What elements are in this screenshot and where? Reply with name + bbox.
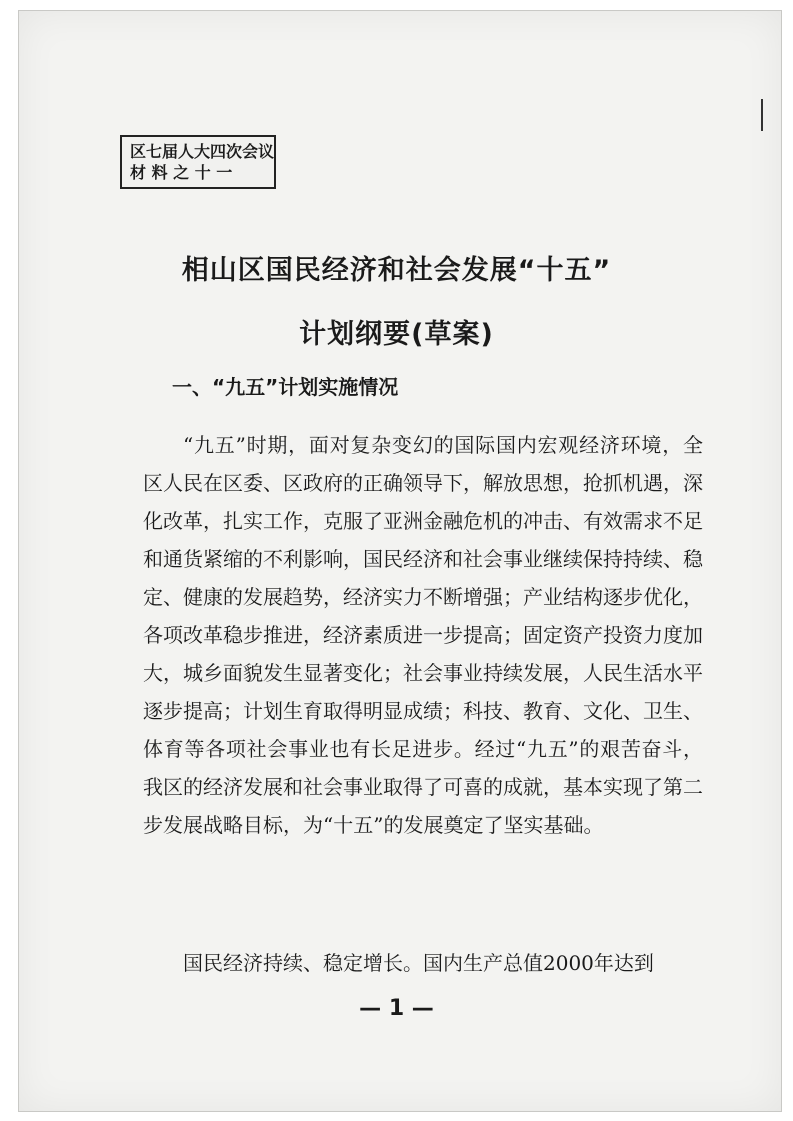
meeting-label-line2: 材 料 之 十 一 [130, 163, 233, 182]
document-title-line1: 相山区国民经济和社会发展“十五” [181, 255, 612, 286]
section-heading: 一、“九五”计划实施情况 [172, 375, 399, 399]
body-paragraph-1: “九五”时期，面对复杂变幻的国际国内宏观经济环境，全区人民在区委、区政府的正确领导下，解放思想，抢抓机遇，深化改革，扎实工作，克服了亚洲金融危机的冲击、有效需求不足和通货紧缩的不利影响，国民经济和社会事业继续保持持续、稳定、健康的发展趋势，经济实力不断增强；产业结构逐步优化，各项改革稳步推进，经济素质进一步提高；固定资产投资力度加大，城乡面貌发生显著变化；社会事业持续发展，人民生活水平逐步提高；计划生育取得明显成绩；科技、教育、文化、卫生、体育等各项社会事业也有长足进步。经过“九五”的艰苦奋斗，我区的经济发展和社会事业取得了可喜的成就，基本实现了第二步发展战略目标，为“十五”的发展奠定了坚实基础。 [143, 433, 703, 837]
body-paragraph-2: 国民经济持续、稳定增长。国内生产总值2000年达到 [183, 951, 654, 975]
page-number: — 1 — [359, 996, 434, 1021]
document-title-line2: 计划纲要(草案) [299, 319, 494, 350]
meeting-label-line1: 区七届人大四次会议 [130, 142, 275, 161]
margin-mark [761, 99, 763, 131]
meeting-material-label [120, 135, 276, 189]
